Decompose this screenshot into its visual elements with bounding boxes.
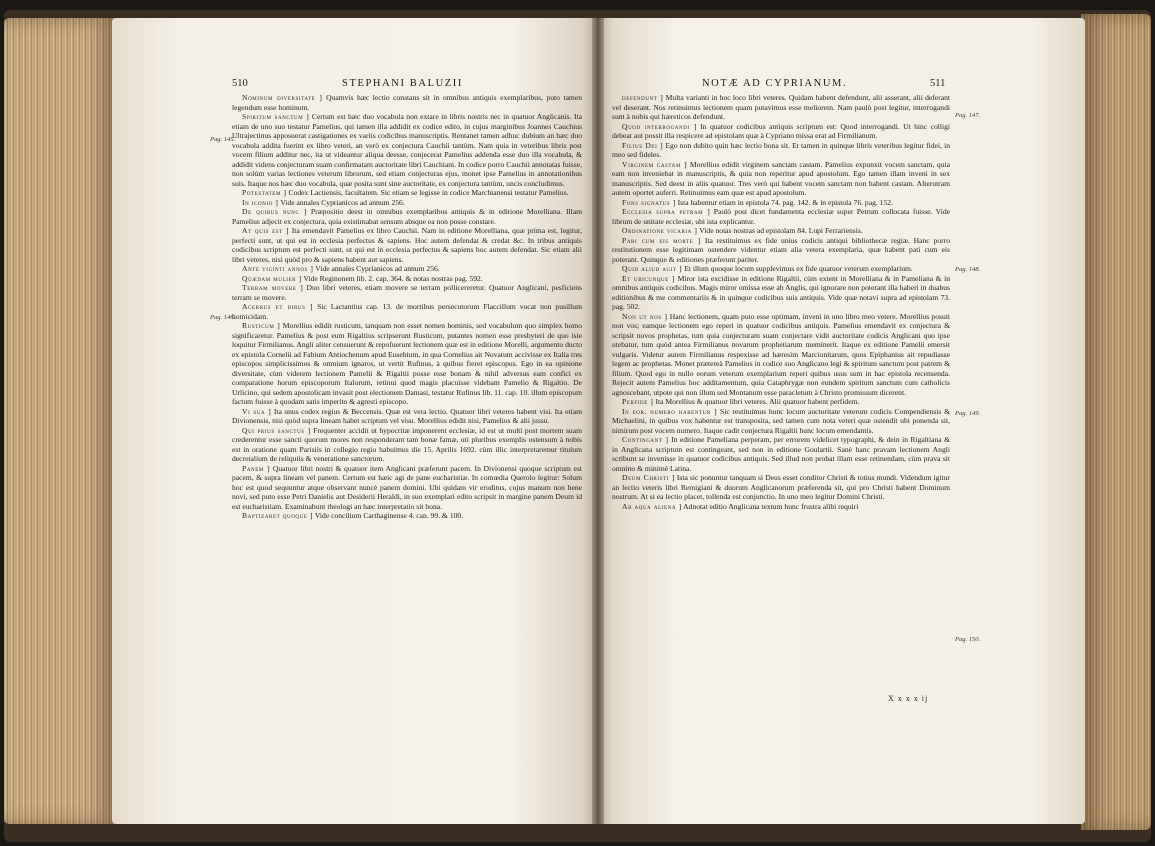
note-lemma: Perfide ] bbox=[622, 397, 654, 406]
note-paragraph bbox=[232, 302, 582, 321]
signature-mark: X x x x ij bbox=[888, 694, 929, 703]
note-text: Vide Reginonem lib. 2. cap. 364. & notas nostras pag. 592. bbox=[301, 273, 483, 283]
note-text: In quatuor codicibus antiquis scriptum est: Quod interrogandi. Ut hinc colligi debeat aut possit illa respicere ad epistolam quæ à Cypriano missa erat ad Firmilianum. bbox=[612, 121, 950, 140]
note-paragraph bbox=[612, 207, 950, 226]
note-text: Vide notas nostras ad epistolam 84. Lupi Ferrariensis. bbox=[697, 226, 863, 235]
note-text: Sic restituimus hunc locum auctoritate veterum codicis Compendiensis & Michaelini, in quibus vox habentur est transposita, sed tamen cum nota veteri quæ ostendit ubi ponenda sit, nimirum post vocem numero. Itaque cadit conjectura Rigaltii hunc locum emendantis. bbox=[612, 406, 950, 435]
note-lemma: De quibus nunc ] bbox=[242, 207, 307, 216]
margin-note: Pag. 146. bbox=[210, 314, 236, 321]
note-text: Ita unus codex regius & Beccensis. Quæ est vera lectio. Quatuor libri veteres habent visi. Ita etiam Divionensis, nisi quòd supra lineam habet scriptum vel visu. Morellius edidit nisi, Pamelius & alii jussu. bbox=[232, 406, 582, 425]
note-lemma: Qui prius sanctus ] bbox=[242, 425, 311, 435]
note-lemma: In eor. numero habentur ] bbox=[622, 406, 718, 416]
note-lemma: Panem ] bbox=[242, 463, 271, 473]
note-text: Ego non dubito quin hæc lectio bona sit. Et tamen in quinque libris veteribus legitur fidei, in meo sed fideles. bbox=[612, 140, 950, 159]
note-paragraph bbox=[232, 93, 582, 112]
note-paragraph bbox=[612, 274, 950, 312]
note-paragraph bbox=[612, 93, 950, 122]
note-text: Vide concilium Carthaginense 4. can. 99. & 100. bbox=[313, 511, 464, 520]
left-page-number: 510 bbox=[232, 78, 248, 89]
note-lemma: At quis est ] bbox=[242, 226, 290, 235]
note-paragraph bbox=[612, 312, 950, 398]
note-lemma: Quædam mulier ] bbox=[242, 273, 302, 283]
note-text: Miror ista excidisse in editione Rigaltii, cùm extent in Morelliana & in Pameliana & in omnibus antiquis codicibus. Magis miror omissa esse ab Anglis, qui ignorare non poterant illa haberi in duabus editionibus & me commentariis & in quinque codicibus suis antiquis. Vide quæ notavi supra ad epistolam 73. pag. 502. bbox=[612, 273, 950, 311]
note-paragraph bbox=[612, 198, 950, 208]
note-lemma: Ordinatione vicaria ] bbox=[622, 226, 698, 235]
note-paragraph bbox=[612, 236, 950, 265]
margin-note: Pag. 145. bbox=[210, 136, 236, 143]
note-paragraph bbox=[232, 264, 582, 274]
margin-note: Pag. 147. bbox=[955, 112, 981, 119]
note-paragraph bbox=[232, 407, 582, 426]
note-paragraph bbox=[232, 207, 582, 226]
note-text: Multa varianti in hoc loco libri veteres. Quidam habent defendunt, alii asserant, alii deferant vel deserant. Nos retinuimus lectionem quam putavimus esse meliorem. Nam paulò post legitur, interrogandi sunt à nobis qui hæreticos defendunt. bbox=[612, 93, 950, 121]
note-lemma: Pari cum eis morte ] bbox=[622, 235, 701, 245]
note-lemma: Acerbus et dirus ] bbox=[242, 302, 314, 311]
note-lemma: Ecclesia supra petram ] bbox=[622, 207, 711, 216]
margin-note: Pag. 148. bbox=[955, 266, 981, 273]
left-running-header bbox=[232, 78, 582, 92]
note-lemma: Et ubicunque ] bbox=[622, 273, 676, 283]
note-paragraph bbox=[612, 407, 950, 436]
note-text: Certum est hæc duo vocabula non extare in libris nostris nec in quatuor Anglicanis. Ita etiam de uno suo testatur Pamelius, qui tamen illa addidit ex codice edito, in cujus marginibus Joannes Cauchius Ultrajectinus apposuerat castigationes ex variis codicibus manuscriptis. Rentanet tamen adhuc dubium an hæc duo vocabula addita fuerint ex libro veteri, an verò ex conjectura Cauchii tantùm. Nam quia in veteribus libris post vocem filium additur nec, ita ut videantur aliqua deesse, conjecerat Pamelius addenda esse duo illa vocabula, & addidit videns conjecturam suam confirmatam auctoritate libri Cauchiani. In codice porro Cauchii annotatas fuisse, non solùm varias lectiones veterum librorum, sed etiam conjecturas ejus, monet ipse Pamelius in annotationibus suis. Itaque nos hæc duo vocabula, quæ posita sunt sine auctoritate, ex conjectura tantùm, uncis concludimus. bbox=[232, 112, 582, 188]
note-lemma: Nominum diversitate ] bbox=[242, 93, 323, 102]
note-text: Ita emendavit Pamelius ex libro Cauchii. Nam in editione Morelliana, quæ prima est, legitur, perfecti sunt, ut qui est in ecclesia perfectus & sapiens. Hoc autem defendat & credat &c. In tribus antiquis codicibus scriptum est perfecti sunt, ut qui est in ecclesia perfectus & sapiens hoc autem defendat. Sic etiam alii libri veteres, nisi quòd pro & sapiens habent aut sapiens. bbox=[232, 226, 582, 264]
note-lemma: Quod interrogandi ] bbox=[622, 121, 697, 131]
note-text: Et illum quoque locum supplevimus ex fide quatuor veterum exemplarium. bbox=[682, 264, 913, 273]
note-lemma: Spiritum sanctum ] bbox=[242, 112, 310, 121]
note-text: Paulò post dicet fundamenta ecclesiæ super Petrum collocata fuisse. Vide librum de unitate ecclesiæ, ubi ista explicantur. bbox=[612, 207, 950, 226]
note-lemma: Filius Dei ] bbox=[622, 140, 664, 150]
note-lemma: Baptizaret quoque ] bbox=[242, 511, 314, 520]
note-paragraph bbox=[612, 397, 950, 407]
note-paragraph bbox=[612, 122, 950, 141]
left-text-column bbox=[232, 93, 582, 693]
book-gutter bbox=[592, 18, 604, 824]
note-paragraph bbox=[232, 226, 582, 264]
note-text: In editione Pameliana perperam, per errorem videlicet typographi, & dein in Rigaltiana & in Anglicana scriptum est contingeant, sed non in editione Goulartii. Sanè hanc pravam lectionem Angli scribunt se invenisse in quatuor codicibus antiquis. Sed illud non probat illam esse retinendam, cùm prava sit omnino & minimè Latina. bbox=[612, 435, 950, 473]
note-text: Duo libri veteres, etiam movere se terram pollicereretur. Quatuor Anglicani, pesficiens terram se movere. bbox=[232, 283, 582, 302]
note-paragraph bbox=[232, 511, 582, 521]
note-paragraph bbox=[232, 321, 582, 407]
note-text: Morellius edidit rusticum, tanquam non esset nomen hominis, sed vocabulum quo simplex homo significaretur. Pamelius & post eum Rigaltius scripserunt Rusticum, putantes nomen esse presbyteri de quo iste loquitur Firmilianus. Angli aliter censuerunt & repofuerunt lectionem quæ est in editione Morelli, argumento ducto ex epistola Cornelii ad Fabium Antiochenum apud Eusebium, in qua Cornelius ait Novatum accivisse ex Italia tres episcopos simplicissimos & omnium ignaros, ut vertit Rufinus, à quibus fieret episcopus. Ego in ea opinione diversitate, cùm viderem lectionem Pamelii & Rigaltii posse esse bonam & nihil adversus eam confici ex comparatione horum episcoporum Italorum, retinui quod magis placuisse videbam Pamelio & Rigaltio. De Urlicino, qui sedem apostolicam invasit post electionem Damasi, testatur Rufinus lib. 11. cap. 10. illum episcopum factum fuisse à quodam satis imperito & agresti episcopo. bbox=[232, 321, 582, 406]
note-lemma: Non ut nos ] bbox=[622, 311, 668, 321]
margin-note: Pag. 149. bbox=[955, 410, 981, 417]
note-text: Quatuor libri nostri & quatuor item Anglicani præferunt pacem. In Divionensi quoque scriptum est pacem, & supra lineam vel panem. Certum est hæic agi de pane eucharistiæ. In comœdia Querolo legitur: Solum hoc est quod sequuntur atque observant nuncè panem domini. Ubi quidam vir eruditus, cujus manum non bene novi, sed puto esse Petri Danielis aut Desiderii Heraldi, in suo exemplari edito scripsit in margine panem Deum id est eucharistiam. Examinabunt theologi an hæc interpretatio sit bona. bbox=[232, 463, 582, 511]
note-lemma: Ante viginti annos ] bbox=[242, 264, 314, 273]
note-paragraph bbox=[232, 464, 582, 512]
note-paragraph bbox=[232, 112, 582, 188]
right-page-edges bbox=[1081, 14, 1151, 830]
note-text: Quamvis hæc lectio constans sit in omnibus antiquis exemplaribus, puto tamen legendum esse hominum. bbox=[232, 93, 582, 112]
note-text: Sic Lactantius cap. 13. de mortibus persecutorum Flaccillum vocat non pusillum homicidam. bbox=[232, 302, 582, 321]
margin-note: Pag. 150. bbox=[955, 636, 981, 643]
note-lemma: Quid aliud agit ] bbox=[622, 264, 683, 273]
note-text: Hanc lectionem, quam puto esse optimam, inveni in uno libro meo vetere. Morellius posuit non vos; eamque lectionem ego reperi in quatuor codicibus antiquis. Pamelius emendavit ex conjectura & scripsit novos prophetas, tum quia conjecturam suam conjectare vidit auctoritate codicis Anglicani quo ipse utebatur, tum quòd antea Firmilianus novarum prophetiarum meminerit. Itaque ex editione Pamelii emersit vulgaris. Videtur autem Firmilianus respexisse ad hæresim Marcionitarum, quos Epiphanius ait repudiasse legem ac prophetas. Monet prætereà Pamelius in codice suo Anglicano legi & spiritum sanctum post patrem & filium. Quod ego in nullo eorum veterum exemplarium reperi quibus usus sum in hac epistola recensenda. Rejecit autem Pamelius hoc additamentum, quia Cataphrygæ non eundem spiritum sanctum cum catholicis agnoscebant, utpote qui non illum sed Montanum esse paracletum à Christo promissum dicerent. bbox=[612, 311, 950, 397]
note-lemma: In iconio ] bbox=[242, 197, 279, 207]
note-text: Ista habentur etiam in epistola 74. pag. 142. & in epistola 76. pag. 152. bbox=[675, 197, 893, 207]
note-lemma: defendunt ] bbox=[622, 93, 664, 102]
note-text: Morellius edidit virginem sanctam castam. Pamelius expunxit vocem sanctam, quia eam non inveniebat in manuscriptis, & quia non reperitur apud apostolum. Ego tamen illam inveni in sex manuscriptis. Sed deest in aliis quatuor. Tres verò qui habent vocem sanctam non habent castam. Alterutram autem oportet auferri. Retinuimus eam quæ est apud apostolum. bbox=[612, 159, 950, 197]
note-text: Frequenter accidit ut hypocritæ imponerent ecclesiæ, id est ut multi post mortem suam crederentur esse sancti quorum mores non responderant tam bonæ famæ, uti pluribus exemplis ostensum à nobis est in oratione quam Parisiis in collegio regio habuimus die 15. Aprilis 1692. cùm illic interpretaremur titulum decretalium de reliquiis & veneratione sanctorum. bbox=[232, 425, 582, 463]
note-text: Codex Lactiensis, facultatem. Sic etiam se legisse in codice Marchianensi testatur Pamelius. bbox=[286, 188, 569, 197]
note-paragraph bbox=[232, 426, 582, 464]
note-paragraph bbox=[612, 160, 950, 198]
note-text: Ita restituimus ex fide unius codicis antiqui bibliothecæ regiæ. Hanc porro restitutionem esse legitimam ostendere videntur etiam alia vetera exemplaria, quæ habent pati cum eis poterant. Quinque & editiones præferunt pariter. bbox=[612, 235, 950, 264]
note-paragraph bbox=[232, 274, 582, 284]
note-paragraph bbox=[612, 473, 950, 502]
note-paragraph bbox=[232, 198, 582, 208]
note-lemma: Rusticum ] bbox=[242, 321, 281, 330]
left-running-head: STEPHANI BALUZII bbox=[342, 78, 463, 89]
note-paragraph bbox=[612, 141, 950, 160]
note-lemma: Fons signatus ] bbox=[622, 197, 676, 207]
note-lemma: Potestatem ] bbox=[242, 188, 287, 197]
note-paragraph bbox=[612, 502, 950, 512]
note-text: Præpositio deest in omnibus exemplaribus antiquis & in editione Morelliana. Illam Pamelius adjecit ex conjectura, quia existimabat sensum absque ea non posse constare. bbox=[232, 207, 582, 226]
note-paragraph bbox=[612, 226, 950, 236]
left-page-edges bbox=[4, 18, 116, 824]
right-running-head: NOTÆ AD CYPRIANUM. bbox=[702, 78, 848, 89]
note-paragraph bbox=[232, 188, 582, 198]
note-text: Vide annales Cyprianicos ad annum 256. bbox=[278, 197, 405, 207]
note-lemma: Deum Christi ] bbox=[622, 473, 675, 482]
note-text: Ita Morellius & quatuor libri veteres. Alii quatuor habent perfidem. bbox=[653, 397, 860, 406]
note-text: Ista sic ponuntur tanquam si Deus esset conditor Christi & totius mundi. Videndum igitur an lectio veteris libri Remigiani & duorum Anglicanorum præferenda sit, qui pro Christi habent Dominum nostrum. At si ea lectio placet, tollenda est conjunctio. In uno meo legitur Domini Christi. bbox=[612, 473, 950, 501]
note-text: Adnotat editio Anglicana textum hunc frustra alibi requiri bbox=[681, 501, 859, 511]
note-lemma: Virginem castam ] bbox=[622, 159, 688, 169]
note-lemma: Vi sua ] bbox=[242, 406, 272, 416]
note-paragraph bbox=[612, 435, 950, 473]
note-lemma: Ab aqua aliena ] bbox=[622, 501, 682, 511]
right-page-number: 511 bbox=[930, 78, 946, 89]
note-paragraph bbox=[612, 264, 950, 274]
note-paragraph bbox=[232, 283, 582, 302]
note-lemma: Terram movere ] bbox=[242, 283, 304, 292]
note-lemma: Contingant ] bbox=[622, 435, 669, 444]
note-text: Vide annales Cyprianicos ad annum 256. bbox=[313, 264, 440, 273]
right-text-column bbox=[612, 93, 950, 693]
right-running-header bbox=[612, 78, 952, 92]
